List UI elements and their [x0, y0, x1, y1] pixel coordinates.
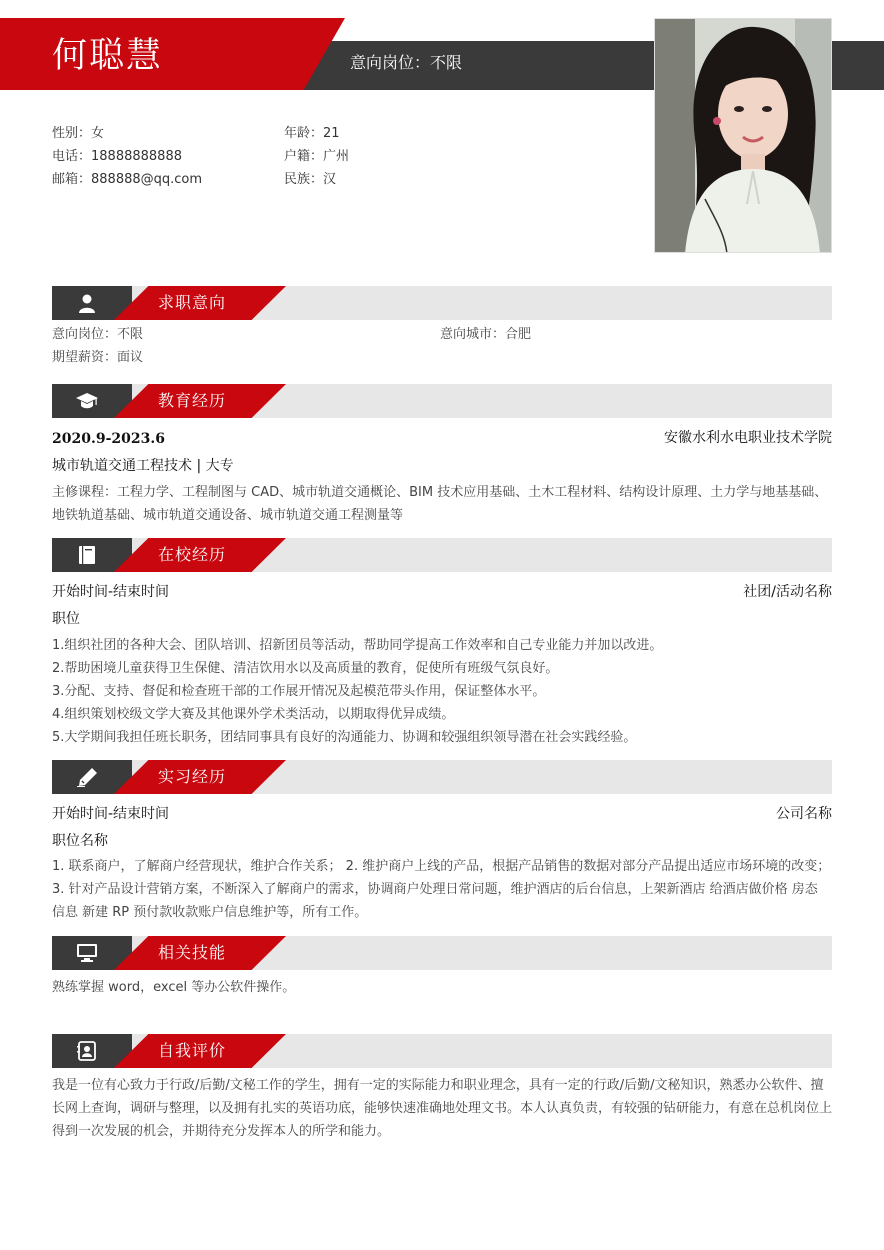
section-title: 在校经历: [158, 545, 227, 564]
internship-role: 职位名称: [52, 833, 108, 849]
list-item: 5.大学期间我担任班长职务，团结同事具有良好的沟通能力、协调和较强组织领导潜在社会实践经验。: [52, 730, 637, 745]
list-item: 3.分配、支持、督促和检查班干部的工作展开情况及起模范带头作用，保证整体水平。: [52, 684, 546, 699]
section-job-intent-header: [52, 286, 832, 320]
candidate-name: 何聪慧: [52, 36, 164, 76]
section-title: 自我评价: [158, 1041, 227, 1060]
id-card-icon: [76, 1041, 98, 1061]
ethnicity: 民族：汉: [284, 172, 337, 187]
section-title: 教育经历: [158, 391, 227, 410]
internship-company: 公司名称: [776, 806, 832, 822]
age: 年龄：21: [284, 126, 340, 141]
self-eval-desc: 我是一位有心致力于行政/后勤/文秘工作的学生，拥有一定的实际能力和职业理念，具有一定的行政/后勤/文秘知识，熟悉办公软件、擅长网上查询，调研与整理，以及拥有扎实的英语功底，能够快速准确地处理文书。本人认真负责，有较强的钻研能力，有意在总机岗位上得到一次发展的机会，并期待充分发挥本人的所学和能力。: [52, 1078, 833, 1139]
section-campus-header: [52, 538, 832, 572]
hukou: 户籍：广州: [284, 149, 350, 164]
campus-period: 开始时间-结束时间: [52, 584, 170, 600]
phone: 电话：18888888888: [52, 149, 182, 164]
person-icon: [76, 293, 98, 313]
intent-position: 意向岗位：不限: [52, 327, 144, 342]
education-major: 城市轨道交通工程技术 | 大专: [52, 458, 234, 474]
pen-icon: [76, 767, 98, 787]
list-item: 2.帮助困境儿童获得卫生保健、清洁饮用水以及高质量的教育，促使所有班级气氛良好。: [52, 661, 559, 676]
section-title: 相关技能: [158, 943, 227, 962]
education-courses: 主修课程：工程力学、工程制图与 CAD、城市轨道交通概论、BIM 技术应用基础、土木工程材料、结构设计原理、土力学与地基基础、地铁轨道基础、城市轨道交通设备、城市轨道交通工程测量等: [52, 485, 828, 523]
list-item: 4.组织策划校级文学大赛及其他课外学术类活动，以期取得优异成绩。: [52, 707, 455, 722]
internship-desc: 1. 联系商户，了解商户经营现状，维护合作关系； 2. 维护商户上线的产品，根据产品销售的数据对部分产品提出适应市场环境的改变； 3. 针对产品设计营销方案，不断深入了解商户的需求，协调商户处理日常问题，维护酒店的后台信息，上架新酒店 给酒店做价格 房态 信息 新建 RP 预付款收款账户信息维护等，所有工作。: [52, 859, 831, 920]
campus-org: 社团/活动名称: [743, 584, 832, 600]
header-intent: 意向岗位：不限: [350, 53, 463, 72]
gender: 性别：女: [52, 126, 105, 141]
campus-role: 职位: [52, 611, 80, 627]
section-self-eval-header: [52, 1034, 832, 1068]
section-education-header: [52, 384, 832, 418]
education-period: 2020.9-2023.6: [52, 431, 165, 447]
graduation-cap-icon: [76, 391, 98, 411]
section-title: 求职意向: [158, 293, 227, 312]
section-title: 实习经历: [158, 767, 227, 786]
profile-photo: [654, 18, 832, 253]
intent-city: 意向城市：合肥: [440, 327, 532, 342]
intent-salary: 期望薪资：面议: [52, 350, 144, 365]
section-internship-header: [52, 760, 832, 794]
list-item: 1.组织社团的各种大会、团队培训、招新团员等活动，帮助同学提高工作效率和自己专业能力并加以改进。: [52, 638, 663, 653]
email: 邮箱：888888@qq.com: [52, 172, 203, 187]
section-skills-header: [52, 936, 832, 970]
skills-desc: 熟练掌握 word，excel 等办公软件操作。: [52, 980, 296, 995]
book-icon: [76, 545, 98, 565]
internship-period: 开始时间-结束时间: [52, 806, 170, 822]
education-school: 安徽水利水电职业技术学院: [664, 430, 832, 446]
monitor-icon: [76, 943, 98, 963]
